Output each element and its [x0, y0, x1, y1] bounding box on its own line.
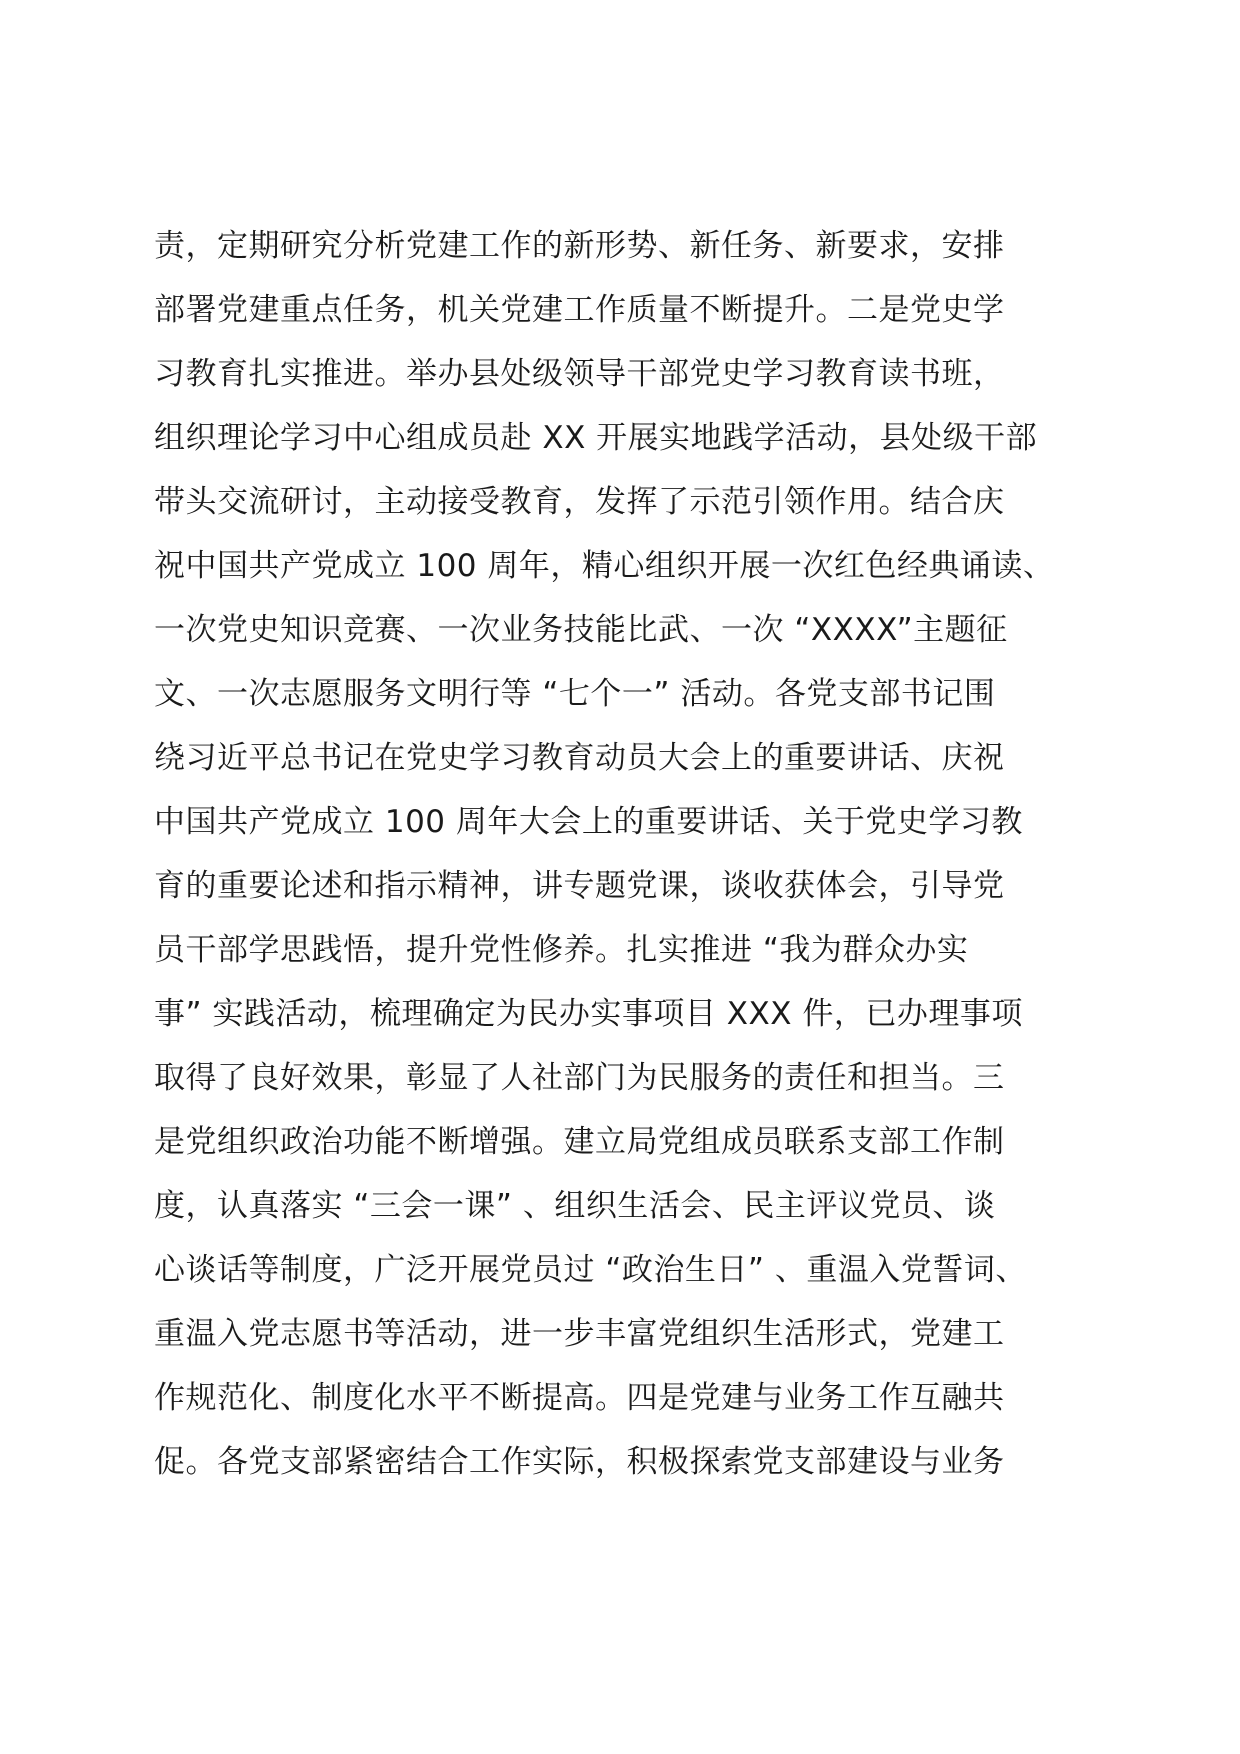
text-line: 员干部学思践悟，提升党性修养。扎实推进 “我为群众办实 [154, 932, 969, 968]
text-line: 习教育扎实推进。举办县处级领导干部党史学习教育读书班， [154, 356, 1005, 392]
text-line: 祝中国共产党成立 100 周年，精心组织开展一次红色经典诵读、 [154, 548, 1055, 584]
text-line: 带头交流研讨，主动接受教育，发挥了示范引领作用。结合庆 [154, 484, 1005, 520]
text-line: 作规范化、制度化水平不断提高。四是党建与业务工作互融共 [154, 1380, 1005, 1416]
body-paragraph [154, 214, 1114, 1494]
text-line: 度，认真落实 “三会一课” 、组织生活会、民主评议党员、谈 [154, 1188, 996, 1224]
text-line: 文、一次志愿服务文明行等 “七个一” 活动。各党支部书记围 [154, 676, 996, 712]
text-line: 事” 实践活动，梳理确定为民办实事项目 XXX 件，已办理事项 [154, 996, 1023, 1032]
text-line: 一次党史知识竞赛、一次业务技能比武、一次 “XXXX”主题征 [154, 612, 1008, 648]
text-line: 重温入党志愿书等活动，进一步丰富党组织生活形式，党建工 [154, 1316, 1005, 1352]
text-line: 是党组织政治功能不断增强。建立局党组成员联系支部工作制 [154, 1124, 1005, 1160]
text-line: 中国共产党成立 100 周年大会上的重要讲话、关于党史学习教 [154, 804, 1023, 840]
text-line: 绕习近平总书记在党史学习教育动员大会上的重要讲话、庆祝 [154, 740, 1005, 776]
text-line: 责，定期研究分析党建工作的新形势、新任务、新要求，安排 [154, 228, 1005, 264]
text-line: 心谈话等制度，广泛开展党员过 “政治生日” 、重温入党誓词、 [154, 1252, 1027, 1288]
text-line: 取得了良好效果，彰显了人社部门为民服务的责任和担当。三 [154, 1060, 1005, 1096]
text-line: 组织理论学习中心组成员赴 XX 开展实地践学活动，县处级干部 [154, 420, 1038, 456]
text-line: 育的重要论述和指示精神，讲专题党课，谈收获体会，引导党 [154, 868, 1005, 904]
text-line: 促。各党支部紧密结合工作实际，积极探索党支部建设与业务 [154, 1444, 1005, 1480]
text-line: 部署党建重点任务，机关党建工作质量不断提升。二是党史学 [154, 292, 1005, 328]
